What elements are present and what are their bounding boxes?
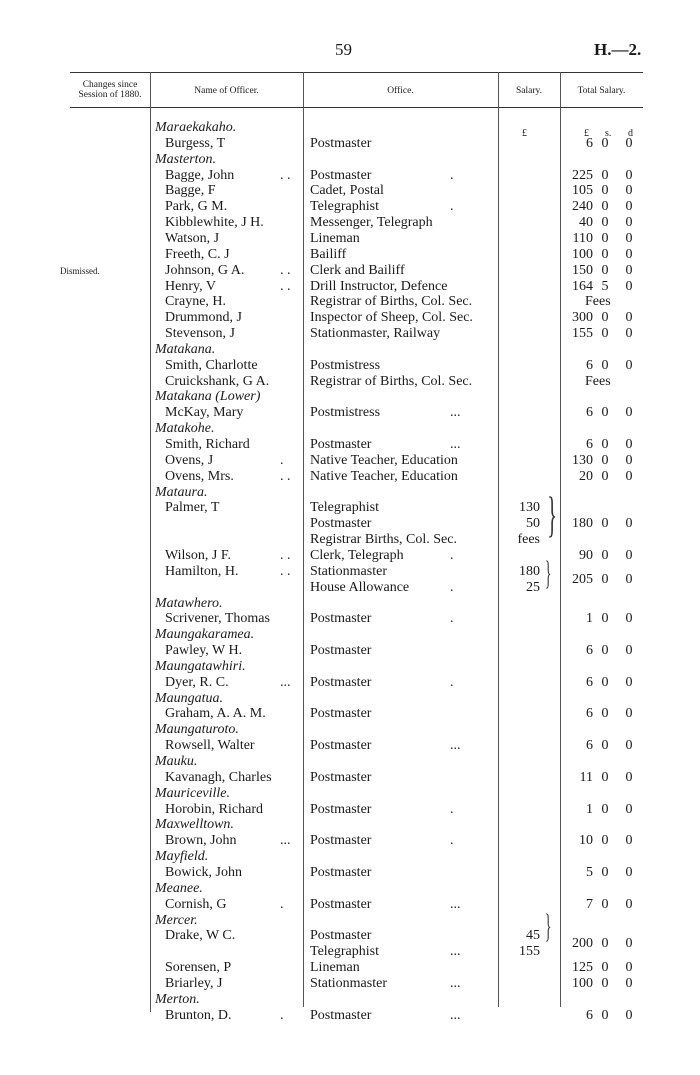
officer-name: Brunton, D.: [165, 1007, 232, 1023]
total-shillings: 0: [601, 230, 609, 246]
officer-name: Brown, John: [165, 833, 237, 849]
place-name: Merton.: [155, 991, 200, 1007]
officer-row: [0, 183, 700, 199]
total-pence: 0: [625, 262, 633, 278]
place-heading: [0, 627, 700, 643]
total-shillings: 0: [601, 468, 609, 484]
officer-row: [0, 136, 700, 152]
total-pounds: 90: [579, 547, 593, 563]
page-number: 59: [335, 40, 352, 59]
officer-row: [0, 564, 700, 580]
total-pounds: 6: [586, 437, 593, 452]
leader-dots: ...: [450, 975, 461, 991]
total-pence: 0: [625, 801, 633, 817]
leader-dots: . .: [280, 468, 291, 484]
officer-row: [0, 833, 700, 849]
officer-row: [0, 199, 700, 215]
total-shillings: 0: [601, 167, 609, 183]
total-pence: 0: [625, 326, 633, 342]
total-shillings: 0: [601, 405, 609, 421]
leader-dots: .: [450, 833, 454, 849]
total-pence: 0: [625, 960, 633, 976]
officer-name: Bowick, John: [165, 864, 242, 880]
office-title: Inspector of Sheep, Col. Sec.: [310, 310, 473, 326]
office-title: Postmaster: [310, 833, 372, 849]
officer-row: [0, 294, 700, 310]
header-total-salary: Total Salary.: [577, 86, 626, 96]
officer-row: [0, 738, 700, 754]
place-name: Maraekakaho.: [155, 120, 237, 135]
officer-row: [0, 532, 700, 548]
place-heading: [0, 691, 700, 707]
officer-name: Rowsell, Walter: [165, 738, 255, 754]
office-title: Messenger, Telegraph: [310, 215, 433, 231]
place-heading: [0, 485, 700, 501]
total-shillings: 5: [601, 278, 609, 294]
place-name: Mauku.: [155, 754, 198, 769]
officer-name: Wilson, J F.: [165, 547, 231, 563]
total-pence: 0: [625, 674, 633, 690]
total-pence: 0: [625, 975, 633, 991]
total-shillings: 0: [601, 199, 609, 215]
place-name: Maungakaramea.: [155, 627, 255, 643]
place-heading: [0, 120, 700, 136]
total-shillings: 0: [601, 246, 609, 262]
office-title: Postmaster: [310, 864, 372, 880]
leader-dots: ...: [450, 1007, 461, 1023]
office-title: Registrar Births, Col. Sec.: [310, 532, 457, 548]
total-pence: 0: [625, 468, 633, 484]
total-pounds: 164: [572, 278, 593, 294]
total-pence: 0: [625, 167, 633, 183]
total-fees: Fees: [585, 373, 611, 389]
officer-row: [0, 263, 700, 279]
office-title: Postmaster: [310, 674, 372, 690]
officer-row: [0, 326, 700, 342]
officer-name: Smith, Richard: [165, 437, 250, 452]
place-name: Maungaturoto.: [155, 722, 239, 738]
total-pounds: 6: [586, 405, 593, 421]
total-pounds: 6: [586, 135, 593, 151]
total-shillings: 0: [601, 611, 609, 627]
officer-name: Cornish, G: [165, 896, 227, 912]
officer-row: [0, 310, 700, 326]
office-title: Postmaster: [310, 611, 372, 627]
officer-name: Scrivener, Thomas: [165, 611, 270, 627]
office-title: Postmaster: [310, 135, 372, 151]
total-pounds: 240: [572, 199, 593, 215]
total-pence: 0: [625, 135, 633, 151]
total-pence: 0: [625, 571, 633, 587]
total-pounds: 6: [586, 1007, 593, 1023]
total-pounds: 5: [586, 864, 593, 880]
place-heading: [0, 754, 700, 770]
total-shillings: 0: [601, 215, 609, 231]
officer-name: Hamilton, H.: [165, 563, 239, 579]
place-heading: [0, 881, 700, 897]
total-pounds: 6: [586, 738, 593, 754]
place-name: Mercer.: [155, 912, 198, 928]
total-shillings: 0: [601, 310, 609, 326]
leader-dots: ...: [450, 896, 461, 912]
total-shillings: 0: [601, 135, 609, 151]
total-shillings: 0: [601, 674, 609, 690]
total-pence: 0: [625, 357, 633, 373]
total-pounds: 100: [572, 246, 593, 262]
total-pence: 0: [625, 183, 633, 199]
officer-name: Kavanagh, Charles: [165, 769, 272, 785]
place-name: Matakana.: [155, 341, 216, 357]
total-shillings: 0: [601, 437, 609, 452]
officer-row: [0, 500, 700, 516]
place-name: Matakohe.: [155, 421, 215, 437]
place-heading: [0, 786, 700, 802]
officer-row: [0, 231, 700, 247]
total-pounds: 1: [586, 611, 593, 627]
salary-value: 130: [519, 500, 540, 516]
office-title: Telegraphist: [310, 500, 379, 516]
place-heading: [0, 596, 700, 612]
officer-row: [0, 405, 700, 421]
officer-name: Burgess, T: [165, 135, 226, 151]
office-title: Clerk, Telegraph: [310, 547, 404, 563]
officer-row: [0, 928, 700, 944]
leader-dots: .: [450, 167, 454, 183]
total-pence: 0: [625, 405, 633, 421]
header-top-rule: [70, 72, 643, 73]
total-pounds: 205: [572, 571, 593, 587]
total-pence: 0: [625, 278, 633, 294]
total-pounds: 200: [572, 936, 593, 952]
office-title: House Allowance: [310, 579, 410, 595]
officer-name: Freeth, C. J: [165, 246, 230, 262]
officer-row: [0, 358, 700, 374]
place-name: Maungatawhiri.: [155, 658, 246, 674]
officer-row: [0, 469, 700, 485]
officer-name: Watson, J: [165, 230, 220, 246]
office-title: Lineman: [310, 960, 360, 976]
total-shillings: 0: [601, 643, 609, 659]
place-name: Mayfield.: [155, 849, 209, 865]
brace-hamilton: }: [544, 555, 552, 592]
officer-row: [0, 611, 700, 627]
total-shillings: 0: [601, 516, 609, 532]
salary-value: 25: [526, 579, 540, 595]
change-note: Dismissed.: [60, 265, 100, 276]
total-pence: 0: [625, 452, 633, 468]
office-title: Telegraphist: [310, 944, 379, 960]
office-title: Bailiff: [310, 246, 347, 262]
total-pounds: 20: [579, 468, 593, 484]
total-shillings: 0: [601, 706, 609, 722]
office-title: Postmaster: [310, 1007, 372, 1023]
officer-name: Briarley, J: [165, 975, 223, 991]
officer-row: [0, 548, 700, 564]
place-name: Mataura.: [155, 484, 208, 500]
officer-name: Sorensen, P: [165, 960, 232, 976]
header-salary: Salary.: [515, 86, 543, 96]
leader-dots: .: [280, 1007, 284, 1023]
office-title: Registrar of Births, Col. Sec.: [310, 294, 473, 310]
leader-dots: . .: [280, 278, 291, 294]
total-pounds: 150: [572, 262, 593, 278]
officer-name: Horobin, Richard: [165, 801, 263, 817]
total-pounds: 7: [586, 896, 593, 912]
place-heading: [0, 992, 700, 1008]
officer-row: [0, 247, 700, 263]
total-pounds: 110: [572, 230, 593, 246]
total-pence: 0: [625, 611, 633, 627]
officer-name: Drake, W C.: [165, 928, 236, 944]
total-pence: 0: [625, 516, 633, 532]
officer-name: Ovens, Mrs.: [165, 468, 234, 484]
place-name: Masterton.: [155, 151, 217, 167]
header-name: Name of Officer.: [194, 86, 259, 96]
officer-name: Kibblewhite, J H.: [165, 215, 264, 231]
total-pence: 0: [625, 896, 633, 912]
leader-dots: .: [280, 452, 284, 468]
total-shillings: 0: [601, 864, 609, 880]
total-pounds: 105: [572, 183, 593, 199]
officer-row: [0, 437, 700, 453]
place-heading: [0, 913, 700, 929]
officer-row: [0, 215, 700, 231]
officer-row: [0, 374, 700, 390]
officer-row: [0, 453, 700, 469]
place-heading: [0, 389, 700, 405]
office-title: Clerk and Bailiff: [310, 262, 405, 278]
place-heading: [0, 817, 700, 833]
total-pounds: 180: [572, 516, 593, 532]
total-pence: 0: [625, 230, 633, 246]
officer-name: Stevenson, J: [165, 326, 235, 342]
total-pounds: 1: [586, 801, 593, 817]
total-shillings: 0: [601, 357, 609, 373]
leader-dots: ...: [450, 437, 461, 452]
officer-row: [0, 976, 700, 992]
total-pounds: 225: [572, 167, 593, 183]
total-shillings: 0: [601, 183, 609, 199]
total-shillings: 0: [601, 547, 609, 563]
place-heading: [0, 342, 700, 358]
total-pence: 0: [625, 864, 633, 880]
total-pounds: 125: [572, 960, 593, 976]
place-name: Matakana (Lower): [155, 389, 261, 405]
total-pence: 0: [625, 769, 633, 785]
place-name: Matawhero.: [155, 595, 223, 611]
place-heading: [0, 659, 700, 675]
total-shillings: 0: [601, 833, 609, 849]
office-title: Postmaster: [310, 769, 372, 785]
leader-dots: .: [450, 801, 454, 817]
office-title: Registrar of Births, Col. Sec.: [310, 373, 473, 389]
office-title: Postmaster: [310, 167, 372, 183]
leader-dots: ...: [450, 738, 461, 754]
total-pence: 0: [625, 706, 633, 722]
total-shillings: 0: [601, 960, 609, 976]
office-title: Telegraphist: [310, 199, 379, 215]
officer-name: Pawley, W H.: [165, 643, 243, 659]
place-heading: [0, 722, 700, 738]
office-title: Postmaster: [310, 738, 372, 754]
officer-row: [0, 802, 700, 818]
officer-name: Ovens, J: [165, 452, 214, 468]
total-pounds: 10: [579, 833, 593, 849]
leader-dots: .: [450, 579, 454, 595]
total-pounds: 100: [572, 975, 593, 991]
officer-row: [0, 706, 700, 722]
officer-row: [0, 516, 700, 532]
salary-value: 45: [526, 928, 540, 944]
officer-row: [0, 897, 700, 913]
leader-dots: .: [450, 674, 454, 690]
place-name: Meanee.: [155, 880, 203, 896]
officer-name: Bagge, John: [165, 167, 235, 183]
leader-dots: .: [450, 199, 454, 215]
officer-name: Graham, A. A. M.: [165, 706, 266, 722]
total-pounds: 155: [572, 326, 593, 342]
total-pounds: 6: [586, 357, 593, 373]
office-title: Stationmaster: [310, 975, 387, 991]
office-title: Postmaster: [310, 437, 372, 452]
place-name: Mauriceville.: [155, 785, 231, 801]
total-pounds: 6: [586, 706, 593, 722]
total-shillings: 0: [601, 262, 609, 278]
total-shillings: 0: [601, 738, 609, 754]
total-shillings: 0: [601, 326, 609, 342]
place-heading: [0, 152, 700, 168]
salary-value: 155: [519, 944, 540, 960]
officer-row: [0, 675, 700, 691]
office-title: Cadet, Postal: [310, 183, 384, 199]
officer-name: Bagge, F: [165, 183, 216, 199]
total-pounds: 11: [579, 769, 593, 785]
place-heading: [0, 849, 700, 865]
total-shillings: 0: [601, 452, 609, 468]
leader-dots: .: [450, 611, 454, 627]
total-pence: 0: [625, 199, 633, 215]
total-shillings: 0: [601, 936, 609, 952]
office-title: Stationmaster: [310, 563, 387, 579]
office-title: Lineman: [310, 230, 360, 246]
office-title: Postmaster: [310, 516, 372, 532]
place-name: Maungatua.: [155, 690, 224, 706]
pence-symbol: d: [628, 128, 633, 139]
total-pounds: 130: [572, 452, 593, 468]
total-pounds: 6: [586, 643, 593, 659]
total-shillings: 0: [601, 1007, 609, 1023]
place-heading: [0, 421, 700, 437]
salary-value: 180: [519, 563, 540, 579]
officer-row: [0, 643, 700, 659]
salary-value: 50: [526, 516, 540, 532]
officer-name: Palmer, T: [165, 500, 220, 516]
total-fees: Fees: [585, 294, 611, 310]
total-shillings: 0: [601, 571, 609, 587]
total-pence: 0: [625, 833, 633, 849]
office-title: Postmaster: [310, 801, 372, 817]
office-title: Drill Instructor, Defence: [310, 278, 448, 294]
pounds-symbol: £: [584, 128, 589, 139]
officer-name: Park, G M.: [165, 199, 228, 215]
place-name: Maxwelltown.: [155, 817, 234, 833]
total-shillings: 0: [601, 801, 609, 817]
leader-dots: ...: [450, 944, 461, 960]
officer-row: [0, 168, 700, 184]
officer-name: Henry, V: [165, 278, 216, 294]
office-title: Postmistress: [310, 405, 381, 421]
salary-currency-symbol: £: [522, 128, 527, 139]
leader-dots: . .: [280, 262, 291, 278]
office-title: Postmistress: [310, 357, 381, 373]
officer-row: [0, 960, 700, 976]
officer-name: Dyer, R. C.: [165, 674, 229, 690]
leader-dots: ...: [450, 405, 461, 421]
officer-row: [0, 1008, 700, 1024]
officer-name: Drummond, J: [165, 310, 242, 326]
officer-row: [0, 865, 700, 881]
officer-row: [0, 770, 700, 786]
total-shillings: 0: [601, 896, 609, 912]
total-pounds: 6: [586, 674, 593, 690]
total-pence: 0: [625, 215, 633, 231]
total-pence: 0: [625, 1007, 633, 1023]
officer-name: Cruickshank, G A.: [165, 373, 270, 389]
leader-dots: ...: [280, 833, 291, 849]
office-title: Postmaster: [310, 928, 372, 944]
office-title: Postmaster: [310, 643, 372, 659]
officer-name: McKay, Mary: [165, 405, 244, 421]
officer-name: Crayne, H.: [165, 294, 227, 310]
office-title: Stationmaster, Railway: [310, 326, 441, 342]
total-pence: 0: [625, 643, 633, 659]
office-title: Postmaster: [310, 896, 372, 912]
officer-name: Johnson, G A.: [165, 262, 245, 278]
page-reference: H.—2.: [594, 40, 642, 59]
brace-palmer: }: [547, 486, 557, 542]
leader-dots: .: [450, 547, 454, 563]
officer-name: Smith, Charlotte: [165, 357, 258, 373]
total-shillings: 0: [601, 975, 609, 991]
office-title: Native Teacher, Education: [310, 468, 458, 484]
total-pence: 0: [625, 936, 633, 952]
leader-dots: . .: [280, 563, 291, 579]
total-pence: 0: [625, 437, 633, 452]
total-pounds: 40: [579, 215, 593, 231]
total-pence: 0: [625, 310, 633, 326]
officer-row: [0, 279, 700, 295]
office-title: Postmaster: [310, 706, 372, 722]
header-changes: Changes since Session of 1880.: [78, 80, 142, 100]
total-pence: 0: [625, 547, 633, 563]
total-pounds: 300: [572, 310, 593, 326]
salary-value: fees: [517, 532, 540, 548]
header-office: Office.: [387, 86, 414, 96]
office-title: Native Teacher, Education: [310, 452, 458, 468]
total-pence: 0: [625, 738, 633, 754]
total-shillings: 0: [601, 769, 609, 785]
leader-dots: .: [280, 896, 284, 912]
shillings-symbol: s.: [605, 128, 612, 139]
leader-dots: ...: [280, 674, 291, 690]
leader-dots: . .: [280, 547, 291, 563]
leader-dots: . .: [280, 167, 291, 183]
brace-drake: }: [544, 908, 552, 945]
header-bottom-rule: [70, 107, 643, 108]
total-pence: 0: [625, 246, 633, 262]
